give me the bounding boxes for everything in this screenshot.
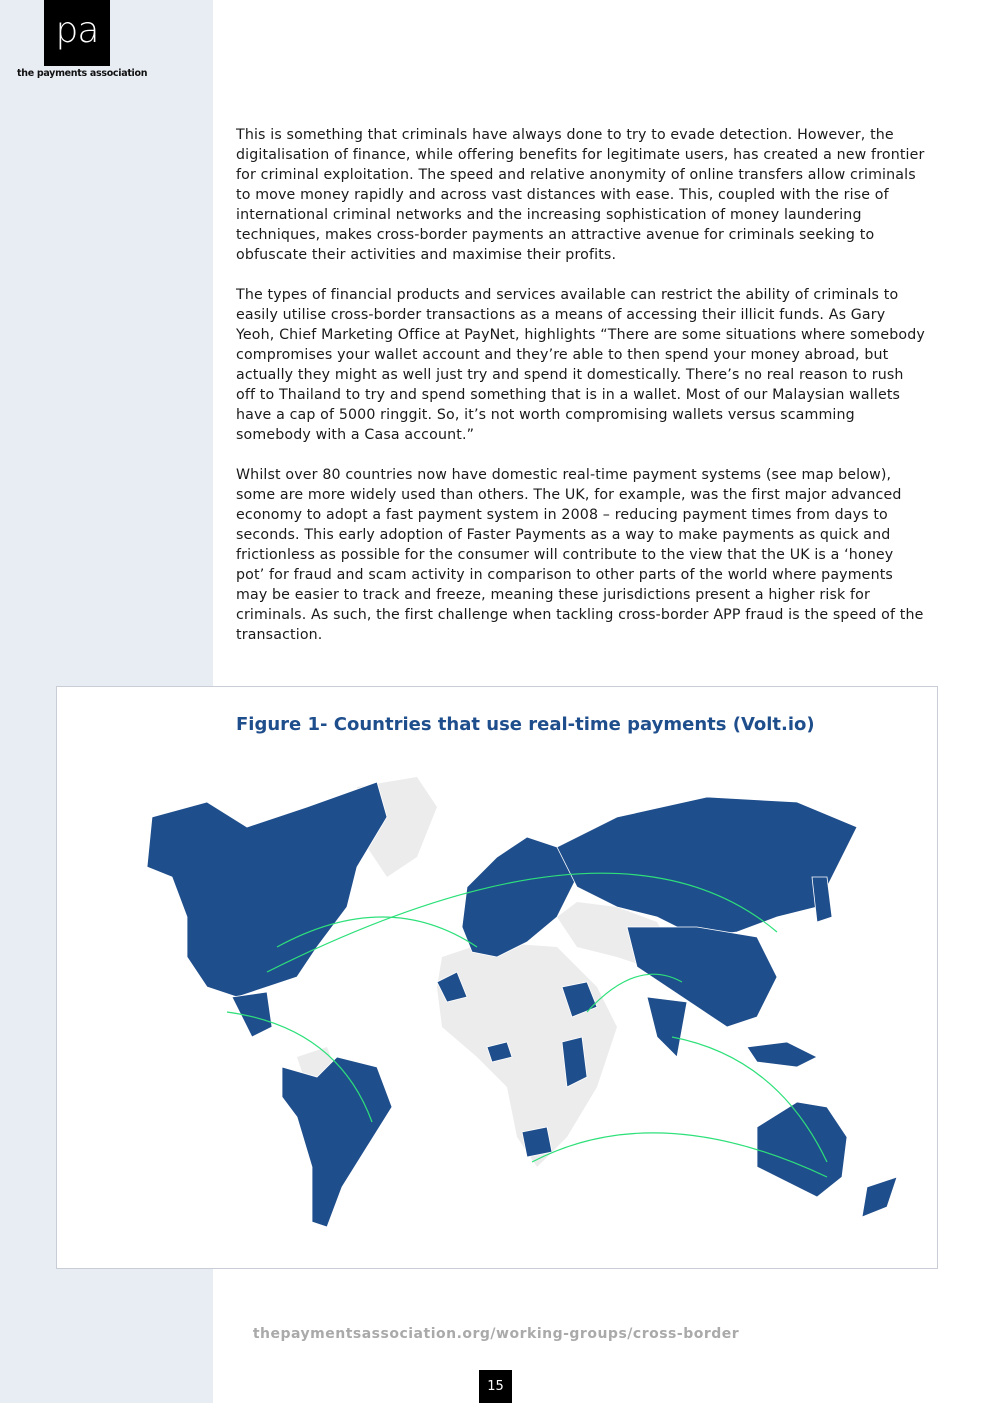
- logo-text: the payments association: [17, 68, 148, 79]
- world-map: [57, 757, 937, 1257]
- figure: [56, 686, 938, 1269]
- paragraph: Whilst over 80 countries now have domestic real-time payment systems (see map below), some are more widely used than others. The UK, for example, was the first major advanced economy to adopt a fast payment system in 2008 – reducing payment times from days to seconds. This early adoption of Faster Payments as a way to make payments as quick and frictionless as possible for the consumer will contribute to the view that the UK is a ‘honey pot’ for fraud and scam activity in comparison to other parts of the world where payments may be easier to track and freeze, meaning these jurisdictions present a higher risk for criminals. As such, the first challenge when tackling cross-border APP fraud is the speed of the transaction.: [236, 467, 924, 643]
- body-text: [236, 125, 926, 665]
- paragraph: This is something that criminals have always done to try to evade detection. However, the digitalisation of finance, while offering benefits for legitimate users, has created a new frontier for criminal exploitation. The speed and relative anonymity of online transfers allow criminals to move money rapidly and across vast distances with ease. This, coupled with the rise of international criminal networks and the increasing sophistication of money laundering techniques, makes cross-border payments an attractive avenue for criminals seeking to obfuscate their activities and maximise their profits.: [236, 127, 925, 263]
- logo: pa: [44, 0, 110, 66]
- page-number: 15: [479, 1370, 512, 1403]
- paragraph: The types of financial products and services available can restrict the ability of criminals to easily utilise cross-border transactions as a means of accessing their illicit funds. As Gary Yeoh, Chief Marketing Office at PayNet, highlights “There are some situations where somebody compromises your wallet account and they’re able to then spend your money abroad, but actually they might as well just try and spend it domestically. There’s no real reason to rush off to Thailand to try and spend something that is in a wallet. Most of our Malaysian wallets have a cap of 5000 ringgit. So, it’s not worth compromising wallets versus scamming somebody with a Casa account.”: [236, 287, 925, 443]
- figure-title: Figure 1- Countries that use real-time payments (Volt.io): [236, 714, 815, 735]
- footer-url[interactable]: thepaymentsassociation.org/working-groups/cross-border: [252, 1326, 740, 1342]
